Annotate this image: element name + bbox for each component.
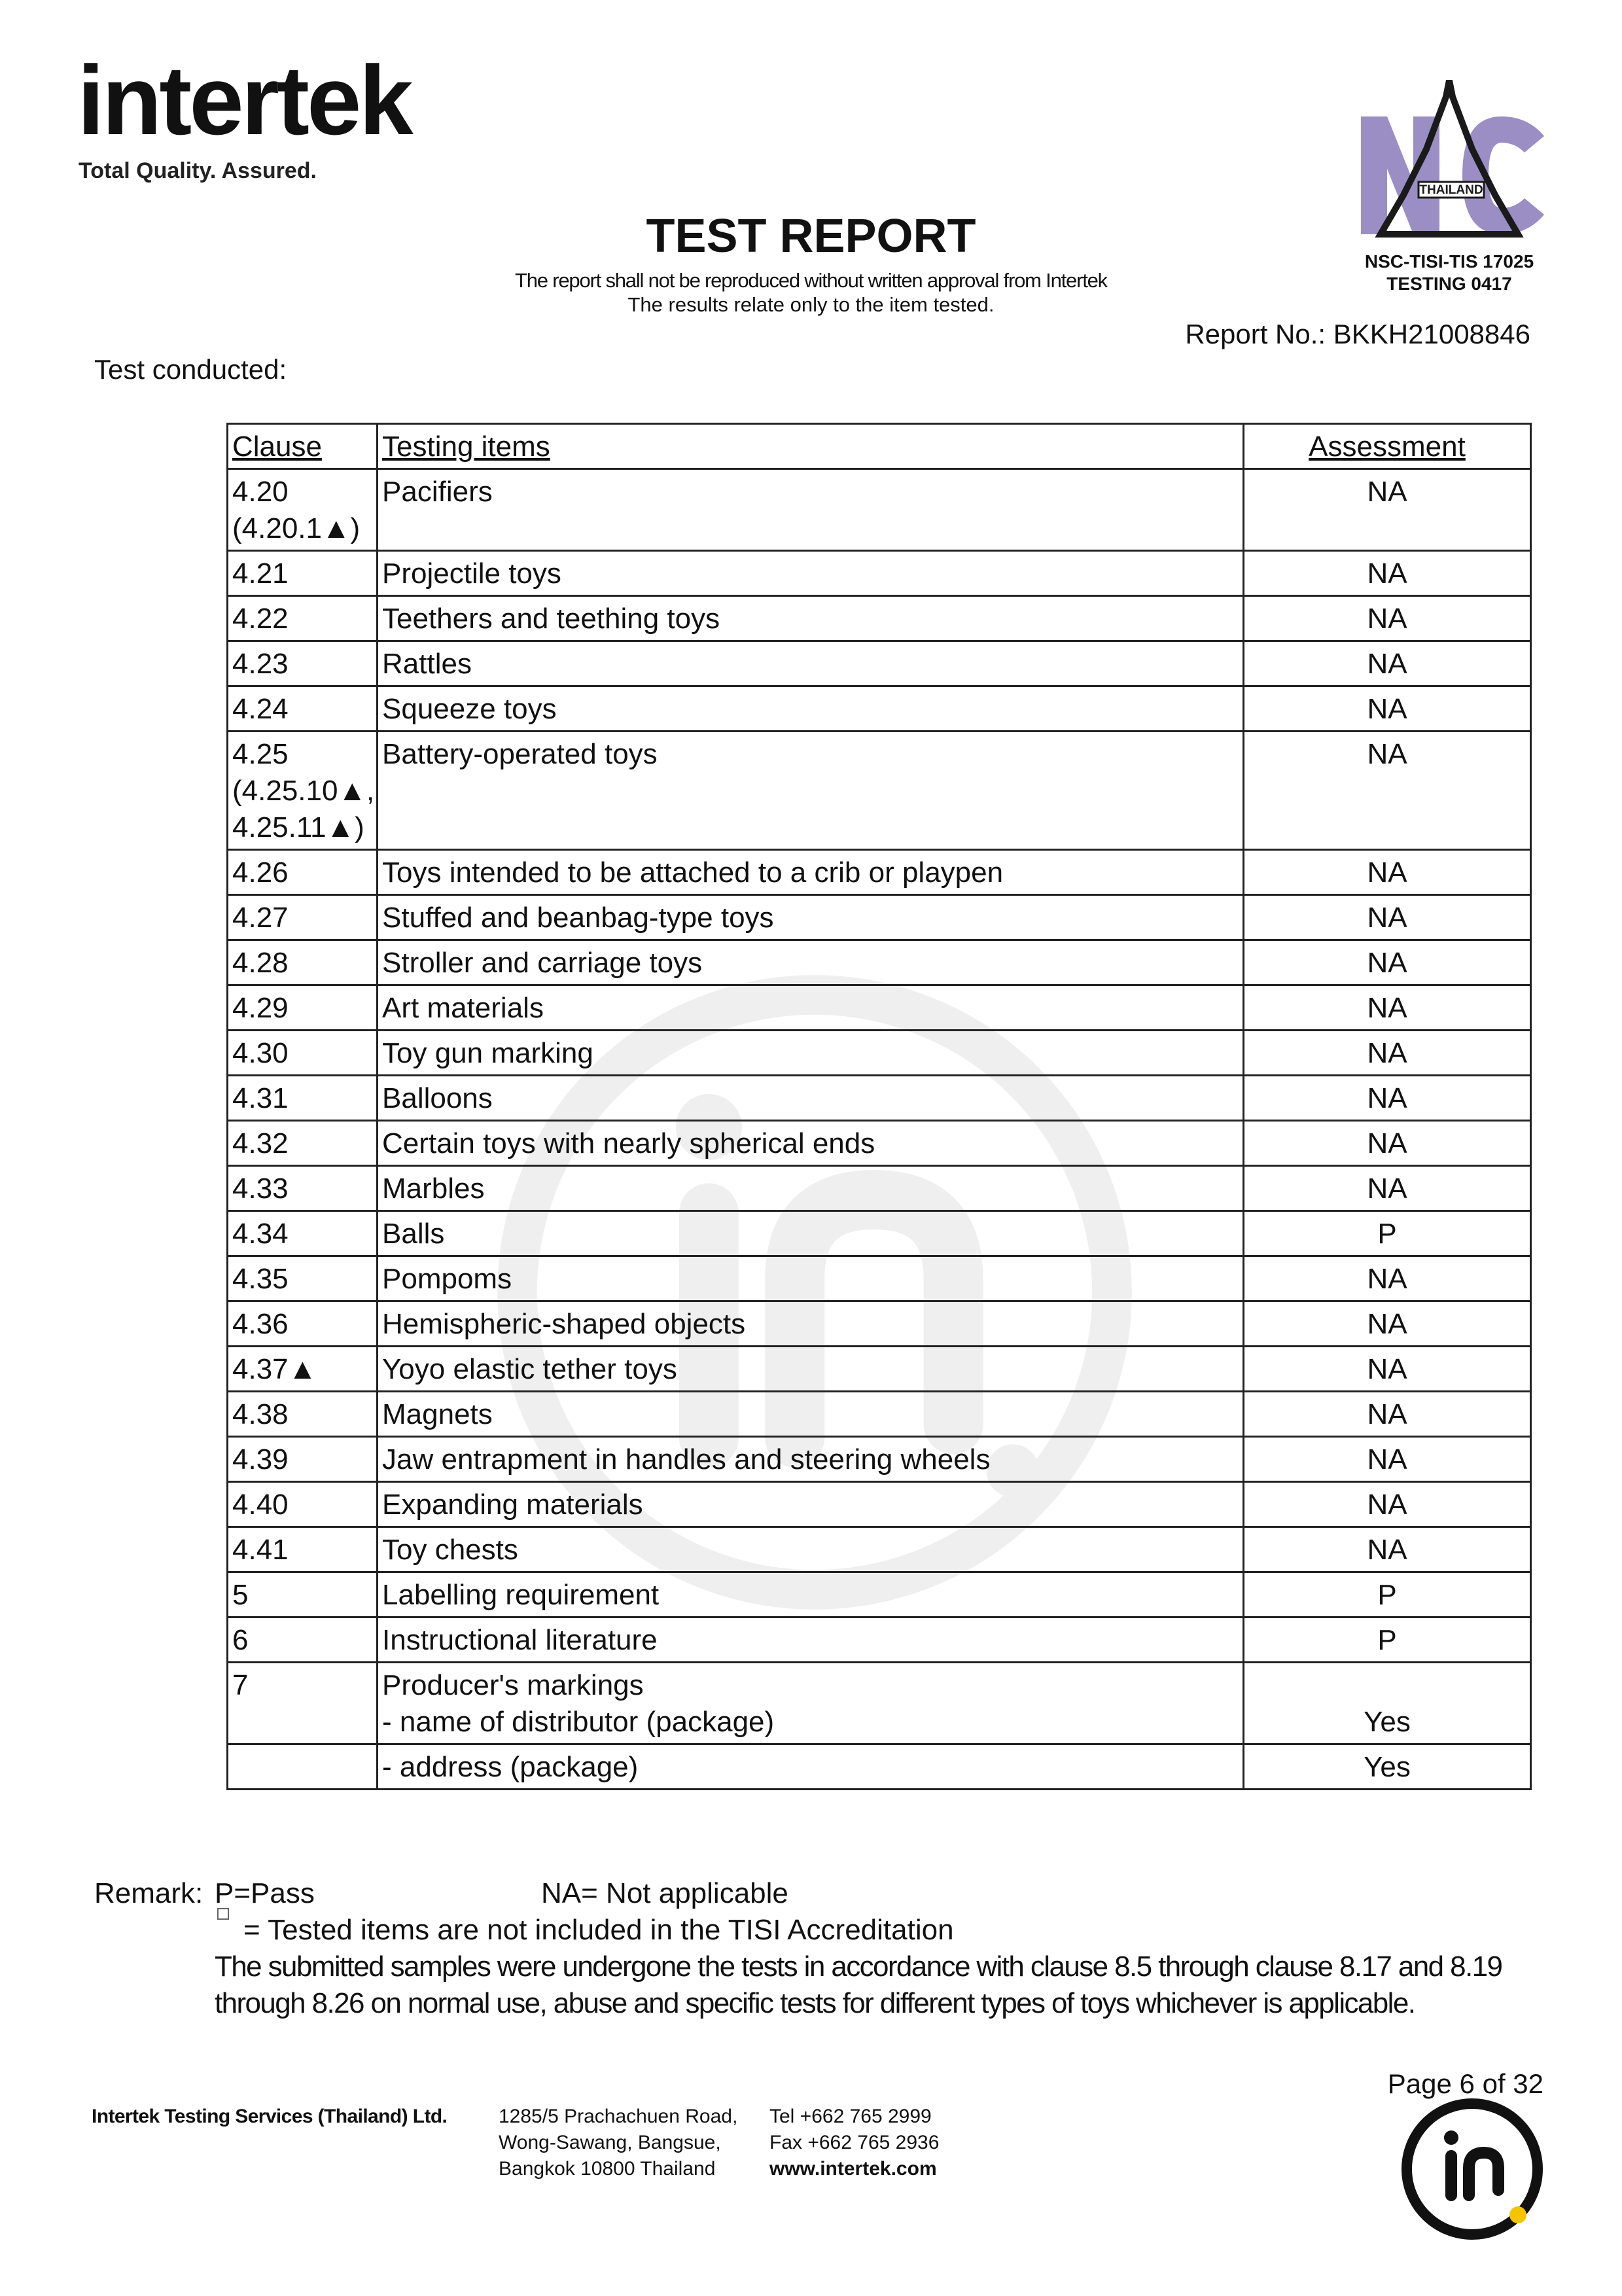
item-cell: Magnets	[378, 1392, 1244, 1437]
assessment-cell: NA	[1244, 1256, 1531, 1301]
item-cell: Labelling requirement	[378, 1572, 1244, 1617]
assessment-cell: Yes	[1244, 1744, 1531, 1790]
item-cell: Yoyo elastic tether toys	[378, 1347, 1244, 1392]
clause-cell: 4.21	[228, 551, 378, 596]
intertek-footer-logo-icon	[1394, 2091, 1551, 2248]
remark-text-line-1: The submitted samples were undergone the tests in accordance with clause 8.5 through clause 8.17 and 8.19	[215, 1951, 1502, 1983]
item-cell: Toy chests	[378, 1527, 1244, 1572]
table-row	[228, 1527, 1531, 1572]
clause-cell: 4.30	[228, 1031, 378, 1076]
item-cell: Jaw entrapment in handles and steering wheels	[378, 1437, 1244, 1482]
assessment-cell: NA	[1244, 551, 1531, 596]
table-row	[228, 1617, 1531, 1663]
table-row	[228, 1392, 1531, 1437]
assessment-cell: NA	[1244, 1121, 1531, 1166]
table-row	[228, 895, 1531, 940]
nac-badge-text: THAILAND	[1419, 183, 1483, 197]
logo-tagline: Total Quality. Assured.	[79, 158, 317, 183]
item-cell: Toys intended to be attached to a crib or playpen	[378, 850, 1244, 895]
item-cell: Producer's markings - name of distributor (package)	[378, 1663, 1244, 1744]
table-row	[228, 1482, 1531, 1527]
clause-cell: 4.39	[228, 1437, 378, 1482]
assessment-cell: NA	[1244, 1031, 1531, 1076]
table-row	[228, 641, 1531, 686]
assessment-cell: NA	[1244, 596, 1531, 641]
table-row	[228, 1076, 1531, 1121]
table-row	[228, 1121, 1531, 1166]
item-cell: Certain toys with nearly spherical ends	[378, 1121, 1244, 1166]
assessment-cell: NA	[1244, 895, 1531, 940]
item-cell: Projectile toys	[378, 551, 1244, 596]
item-cell: Hemispheric-shaped objects	[378, 1301, 1244, 1347]
table-row	[228, 1572, 1531, 1617]
assessment-cell: NA	[1244, 985, 1531, 1031]
clause-cell: 4.26	[228, 850, 378, 895]
assessment-cell: NA	[1244, 1482, 1531, 1527]
table-row	[228, 1256, 1531, 1301]
clause-cell: 4.23	[228, 641, 378, 686]
item-cell: Pompoms	[378, 1256, 1244, 1301]
item-cell: Marbles	[378, 1166, 1244, 1211]
assessment-cell: NA	[1244, 940, 1531, 985]
clause-cell: 4.28	[228, 940, 378, 985]
report-title: TEST REPORT	[646, 210, 976, 262]
clause-cell: 6	[228, 1617, 378, 1663]
item-cell: Toy gun marking	[378, 1031, 1244, 1076]
clause-cell: 4.20 (4.20.1▲)	[228, 469, 378, 551]
table-row	[228, 732, 1531, 850]
website-link[interactable]: www.intertek.com	[769, 2158, 937, 2180]
item-cell: Pacifiers	[378, 469, 1244, 551]
address-line-1: 1285/5 Prachachuen Road,	[499, 2106, 738, 2127]
table-row	[228, 551, 1531, 596]
assessment-cell: NA	[1244, 1392, 1531, 1437]
header-clause: Clause	[228, 424, 378, 469]
table-row	[228, 1437, 1531, 1482]
clause-cell: 4.32	[228, 1121, 378, 1166]
remark-text-line-2: through 8.26 on normal use, abuse and specific tests for different types of toys whichever is applicable.	[215, 1987, 1415, 2019]
test-results-table	[226, 423, 1532, 1790]
company-name: Intertek Testing Services (Thailand) Ltd.	[92, 2106, 448, 2127]
table-row	[228, 940, 1531, 985]
item-cell: - address (package)	[378, 1744, 1244, 1790]
item-cell: Instructional literature	[378, 1617, 1244, 1663]
telephone: Tel +662 765 2999	[769, 2106, 932, 2127]
table-row	[228, 1031, 1531, 1076]
assessment-cell: NA	[1244, 1166, 1531, 1211]
item-cell: Balls	[378, 1211, 1244, 1256]
accreditation-line-2: TESTING 0417	[1386, 274, 1512, 294]
clause-cell: 4.41	[228, 1527, 378, 1572]
assessment-cell: NA	[1244, 1347, 1531, 1392]
reproduction-notice: The report shall not be reproduced without written approval from Intertek	[515, 269, 1107, 292]
clause-cell: 4.24	[228, 686, 378, 732]
address-line-3: Bangkok 10800 Thailand	[499, 2158, 716, 2180]
assessment-cell: P	[1244, 1211, 1531, 1256]
clause-cell: 4.22	[228, 596, 378, 641]
intertek-logo: intertek	[77, 45, 411, 155]
assessment-cell: NA	[1244, 641, 1531, 686]
item-cell: Battery-operated toys	[378, 732, 1244, 850]
clause-cell: 4.35	[228, 1256, 378, 1301]
table-row	[228, 469, 1531, 551]
table-row	[228, 1211, 1531, 1256]
table-row	[228, 985, 1531, 1031]
item-cell: Squeeze toys	[378, 686, 1244, 732]
clause-cell: 4.27	[228, 895, 378, 940]
remark-na: NA= Not applicable	[541, 1877, 788, 1909]
clause-cell: 4.40	[228, 1482, 378, 1527]
item-cell: Rattles	[378, 641, 1244, 686]
table-row	[228, 850, 1531, 895]
assessment-cell: NA	[1244, 850, 1531, 895]
table-row	[228, 1166, 1531, 1211]
item-cell: Stroller and carriage toys	[378, 940, 1244, 985]
clause-cell: 4.29	[228, 985, 378, 1031]
clause-cell	[228, 1744, 378, 1790]
results-notice: The results relate only to the item tested.	[627, 293, 995, 316]
accreditation-line-1: NSC-TISI-TIS 17025	[1364, 251, 1534, 272]
assessment-cell: NA	[1244, 1527, 1531, 1572]
clause-cell: 7	[228, 1663, 378, 1744]
clause-cell: 4.31	[228, 1076, 378, 1121]
item-cell: Expanding materials	[378, 1482, 1244, 1527]
assessment-cell: NA	[1244, 686, 1531, 732]
clause-cell: 4.33	[228, 1166, 378, 1211]
section-label: Test conducted:	[94, 354, 287, 385]
clause-cell: 4.25 (4.25.10▲, 4.25.11▲)	[228, 732, 378, 850]
item-cell: Teethers and teething toys	[378, 596, 1244, 641]
table-row	[228, 1301, 1531, 1347]
clause-cell: 5	[228, 1572, 378, 1617]
assessment-cell: NA	[1244, 1437, 1531, 1482]
assessment-cell: P	[1244, 1572, 1531, 1617]
table-row	[228, 1663, 1531, 1744]
header-testing-items: Testing items	[378, 424, 1244, 469]
table-row	[228, 1744, 1531, 1790]
checkbox-symbol-icon	[217, 1908, 229, 1920]
address-line-2: Wong-Sawang, Bangsue,	[499, 2132, 721, 2153]
remark-label: Remark:	[94, 1877, 203, 1909]
table-header-row	[228, 424, 1531, 469]
table-row	[228, 596, 1531, 641]
clause-cell: 4.34	[228, 1211, 378, 1256]
remark-tested: = Tested items are not included in the TISI Accreditation	[243, 1914, 954, 1946]
assessment-cell: NA	[1244, 732, 1531, 850]
assessment-cell: NA	[1244, 469, 1531, 551]
report-number: Report No.: BKKH21008846	[1185, 319, 1530, 349]
assessment-cell: Yes	[1244, 1663, 1531, 1744]
fax: Fax +662 765 2936	[769, 2132, 940, 2153]
assessment-cell: P	[1244, 1617, 1531, 1663]
clause-cell: 4.38	[228, 1392, 378, 1437]
clause-cell: 4.36	[228, 1301, 378, 1347]
header-assessment: Assessment	[1244, 424, 1531, 469]
page-number: Page 6 of 32	[1387, 2068, 1543, 2099]
remark-pass: P=Pass	[215, 1877, 315, 1909]
table-row	[228, 686, 1531, 732]
assessment-cell: NA	[1244, 1076, 1531, 1121]
table-row	[228, 1347, 1531, 1392]
item-cell: Balloons	[378, 1076, 1244, 1121]
item-cell: Stuffed and beanbag-type toys	[378, 895, 1244, 940]
item-cell: Art materials	[378, 985, 1244, 1031]
clause-cell: 4.37▲	[228, 1347, 378, 1392]
assessment-cell: NA	[1244, 1301, 1531, 1347]
